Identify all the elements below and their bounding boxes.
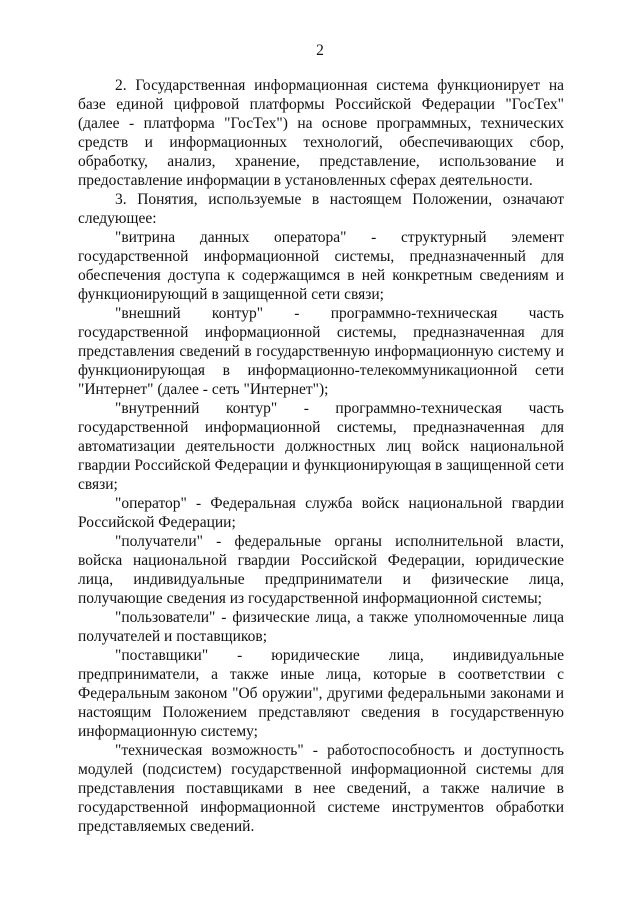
document-body (78, 76, 564, 836)
definition-recipients: "получатели" - федеральные органы исполнительной власти, войска национальной гвардии Российской Федерации, юридические лица, индивидуальные предприниматели и физические лица, получающие сведения из государственной информационной системы; (78, 533, 564, 607)
paragraph-3-definitions-intro: 3. Понятия, используемые в настоящем Положении, означают следующее: (78, 191, 564, 227)
definition-operator-data-showcase: "витрина данных оператора" - структурный элемент государственной информационной системы, предназначенный для обеспечения доступа к содержащимся в ней конкретным сведениям и функционирующий в защищенной сети связи; (78, 229, 564, 303)
page-number: 2 (316, 42, 324, 59)
definition-operator: "оператор" - Федеральная служба войск национальной гвардии Российской Федерации; (78, 495, 564, 531)
definition-users: "пользователи" - физические лица, а также уполномоченные лица получателей и поставщиков; (78, 609, 564, 645)
definition-technical-capability: "техническая возможность" - работоспособность и доступность модулей (подсистем) государственной информационной системы для представления поставщиками в нее сведений, а также наличие в государственной информационной системе инструментов обработки представляемых сведений. (78, 742, 564, 835)
paragraph-2-platform: 2. Государственная информационная система функционирует на базе единой цифровой платформы Российской Федерации "ГосТех" (далее - платформа "ГосТех") на основе программных, технических средств и информационных технологий, обеспечивающих сбор, обработку, анализ, хранение, представление, использование и предоставление информации в установленных сферах деятельности. (78, 77, 564, 189)
definition-suppliers: "поставщики" - юридические лица, индивидуальные предприниматели, а также иные лица, которые в соответствии с Федеральным законом "Об оружии", другими федеральными законами и настоящим Положением представляют сведения в государственную информационную систему; (78, 647, 564, 740)
definition-external-contour: "внешний контур" - программно-техническая часть государственной информационной системы, предназначенная для представления сведений в государственную информационную систему и функционирующая в информационно-телекоммуникационной сети "Интернет" (далее - сеть "Интернет"); (78, 305, 564, 398)
definition-internal-contour: "внутренний контур" - программно-техническая часть государственной информационной системы, предназначенная для автоматизации деятельности должностных лиц войск национальной гвардии Российской Федерации и функционирующая в защищенной сети связи; (78, 400, 564, 493)
